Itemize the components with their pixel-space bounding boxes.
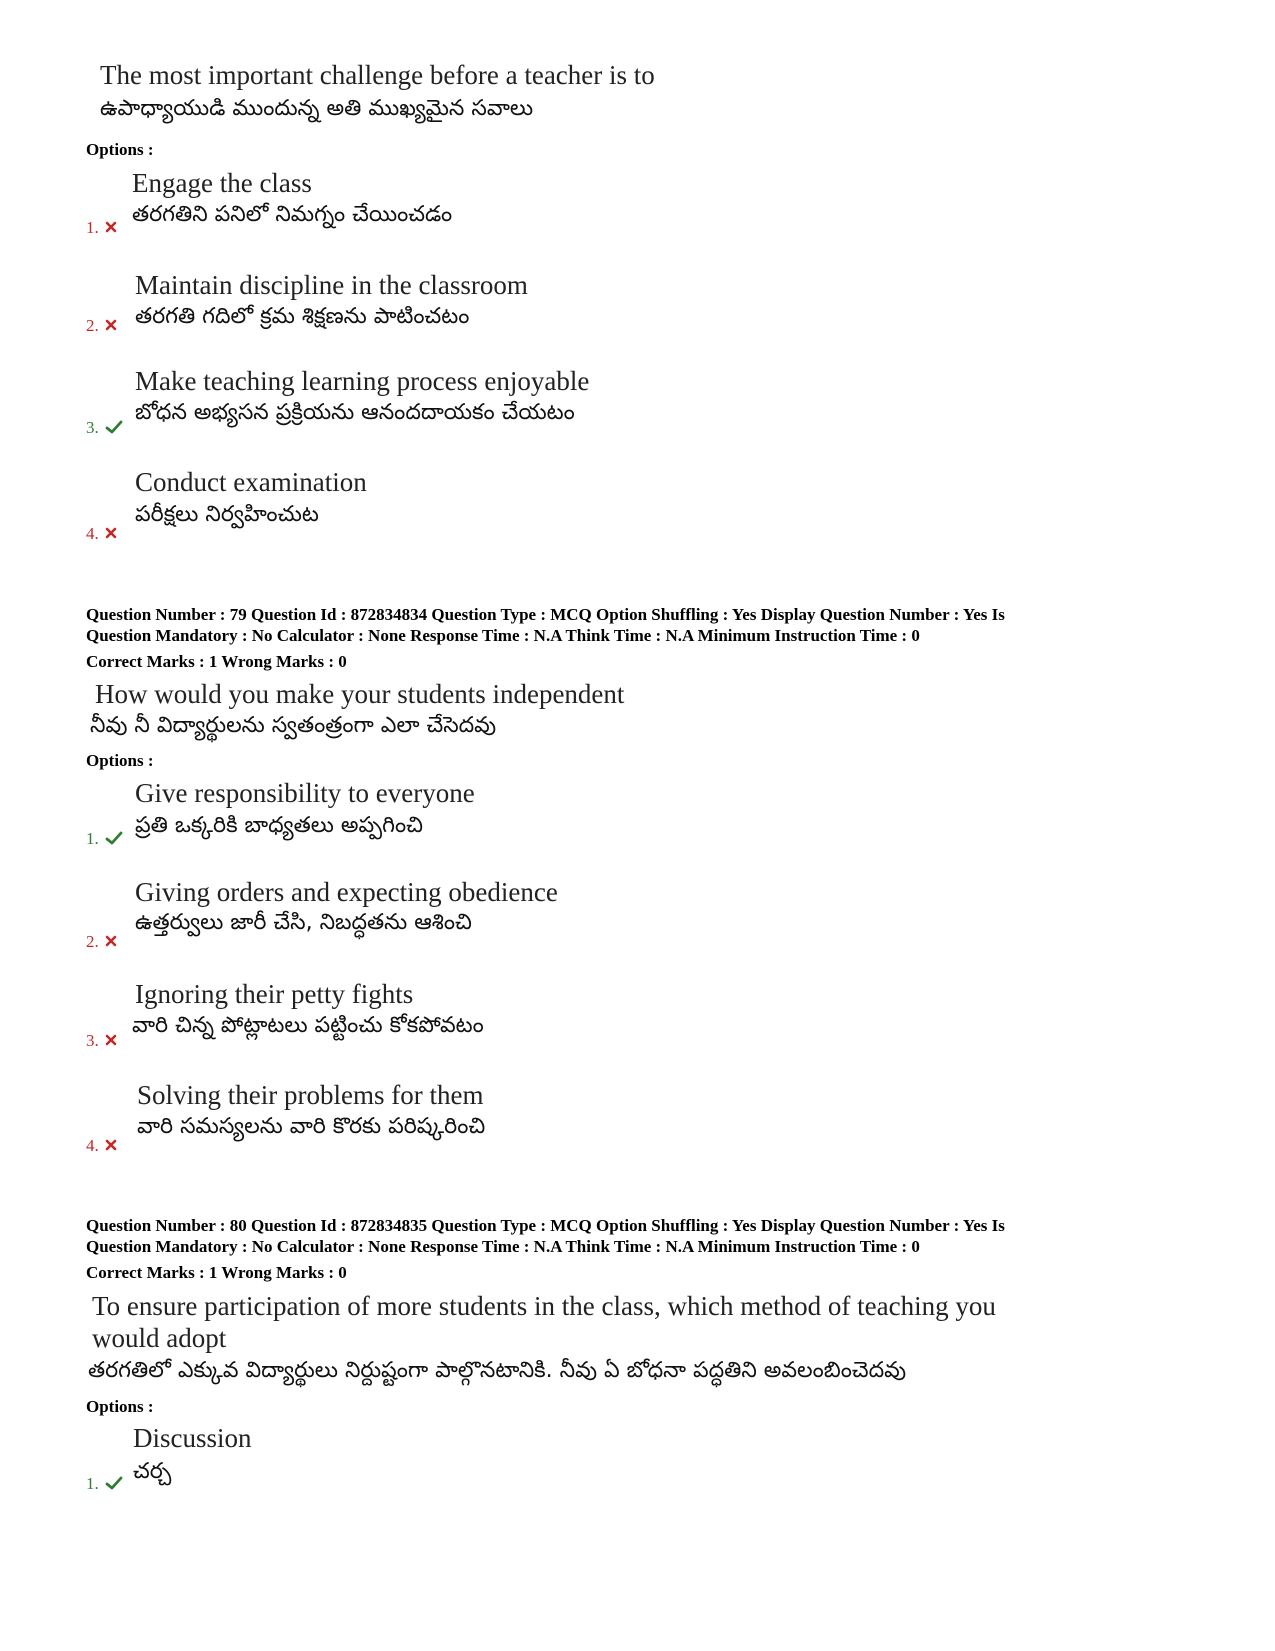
- check-icon: [105, 831, 123, 850]
- option-2-te: ఉత్తర్వులు జారీ చేసి, నిబద్ధతను ఆశించి: [135, 910, 472, 935]
- question-80-meta-line2: Question Mandatory : No Calculator : None Response Time : N.A Think Time : N.A Minimum Instruction Time : 0: [86, 1237, 920, 1256]
- option-number: 4.: [86, 524, 99, 543]
- option-1-en: Discussion: [133, 1423, 252, 1453]
- option-number: 2.: [86, 316, 99, 335]
- option-1-te: తరగతిని పనిలో నిమగ్నం చేయించడం: [132, 202, 453, 227]
- option-1-marker: [86, 829, 123, 850]
- option-number: 3.: [86, 418, 99, 437]
- question-79-meta-line1: Question Number : 79 Question Id : 872834834 Question Type : MCQ Option Shuffling : Yes Display Question Number : Yes Is: [86, 605, 1005, 624]
- option-3-marker: [86, 418, 123, 439]
- option-number: 1.: [86, 829, 99, 848]
- option-1-marker: [86, 218, 117, 238]
- option-number: 2.: [86, 932, 99, 951]
- question-80-meta-line1: Question Number : 80 Question Id : 872834835 Question Type : MCQ Option Shuffling : Yes Display Question Number : Yes Is: [86, 1216, 1005, 1235]
- option-3-te: బోధన అభ్యసన ప్రక్రియను ఆనందదాయకం చేయటం: [135, 400, 575, 425]
- option-number: 4.: [86, 1136, 99, 1155]
- options-label: Options :: [86, 1397, 154, 1416]
- check-icon: [105, 1476, 123, 1495]
- option-1-marker: [86, 1474, 123, 1495]
- question-79-text-en: How would you make your students independent: [95, 679, 625, 709]
- question-80-marks: Correct Marks : 1 Wrong Marks : 0: [86, 1263, 347, 1282]
- option-2-en: Maintain discipline in the classroom: [135, 270, 528, 300]
- option-1-te: చర్చ: [133, 1459, 172, 1484]
- question-80-text-en-line1: To ensure participation of more students in the class, which method of teaching you: [92, 1291, 996, 1321]
- option-4-te: పరీక్షలు నిర్వహించుట: [135, 502, 319, 527]
- option-4-en: Conduct examination: [135, 467, 367, 497]
- option-4-marker: [86, 1136, 117, 1156]
- question-80-text-te: తరగతిలో ఎక్కువ విద్యార్థులు నిర్దుష్టంగా పాల్గొనటానికి. నీవు ఏ బోధనా పద్ధతిని అవలంబించెదవు: [88, 1358, 907, 1383]
- options-label: Options :: [86, 140, 154, 159]
- option-number: 3.: [86, 1031, 99, 1050]
- option-2-en: Giving orders and expecting obedience: [135, 877, 558, 907]
- question-78-text-en: The most important challenge before a teacher is to: [100, 60, 655, 90]
- option-1-en: Give responsibility to everyone: [135, 778, 475, 808]
- question-79-text-te: నీవు నీ విద్యార్థులను స్వతంత్రంగా ఎలా చేసెదవు: [90, 713, 497, 738]
- check-icon: [105, 420, 123, 439]
- option-4-te: వారి సమస్యలను వారి కొరకు పరిష్కరించి: [137, 1114, 486, 1139]
- cross-icon: [105, 220, 117, 238]
- option-1-en: Engage the class: [132, 168, 312, 198]
- cross-icon: [105, 1033, 117, 1051]
- option-1-te: ప్రతి ఒక్కరికి బాధ్యతలు అప్పగించి: [135, 813, 423, 838]
- option-2-marker: [86, 932, 117, 952]
- options-label: Options :: [86, 751, 154, 770]
- cross-icon: [105, 526, 117, 544]
- option-2-marker: [86, 316, 117, 336]
- option-3-marker: [86, 1031, 117, 1051]
- option-4-en: Solving their problems for them: [137, 1080, 484, 1110]
- option-3-en: Make teaching learning process enjoyable: [135, 366, 590, 396]
- cross-icon: [105, 318, 117, 336]
- option-3-en: Ignoring their petty fights: [135, 979, 414, 1009]
- question-79-meta-line2: Question Mandatory : No Calculator : None Response Time : N.A Think Time : N.A Minimum Instruction Time : 0: [86, 626, 920, 645]
- option-number: 1.: [86, 1474, 99, 1493]
- option-2-te: తరగతి గదిలో క్రమ శిక్షణను పాటించటం: [135, 304, 470, 329]
- cross-icon: [105, 1138, 117, 1156]
- option-3-te: వారి చిన్న పోట్లాటలు పట్టించు కోకపోవటం: [132, 1013, 484, 1038]
- option-4-marker: [86, 524, 117, 544]
- question-79-marks: Correct Marks : 1 Wrong Marks : 0: [86, 652, 347, 671]
- question-78-text-te: ఉపాధ్యాయుడి ముందున్న అతి ముఖ్యమైన సవాలు: [100, 96, 534, 121]
- question-80-text-en-line2: would adopt: [92, 1323, 227, 1353]
- cross-icon: [105, 934, 117, 952]
- option-number: 1.: [86, 218, 99, 237]
